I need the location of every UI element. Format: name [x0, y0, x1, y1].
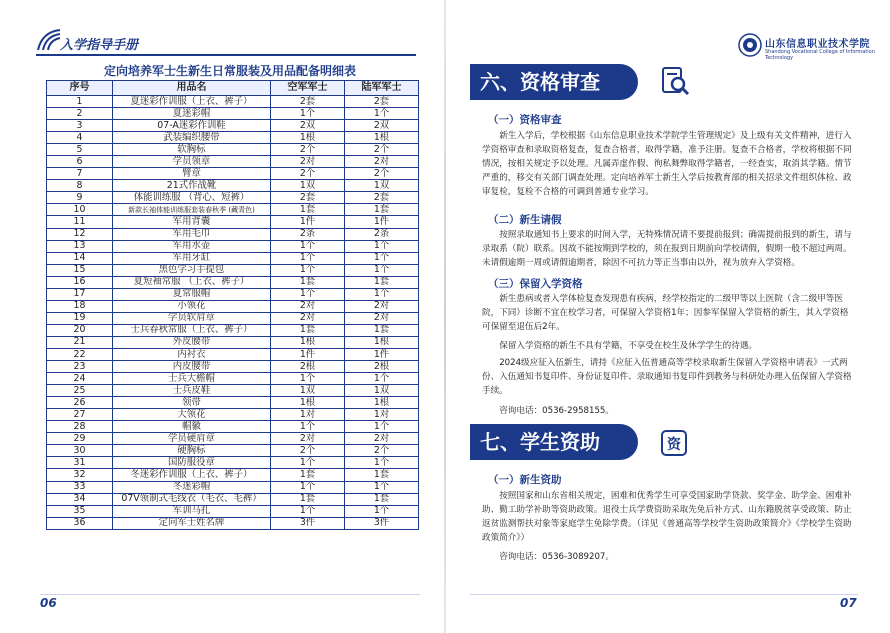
table-row: [47, 348, 419, 360]
table-row: [47, 457, 419, 469]
cell-army-qty: 1个: [345, 240, 419, 252]
cell-army-qty: 1双: [345, 385, 419, 397]
cell-army-qty: 2对: [345, 300, 419, 312]
table-row: [47, 312, 419, 324]
cell-index: 10: [47, 204, 113, 216]
cell-army-qty: 1个: [345, 288, 419, 300]
table-row: [47, 433, 419, 445]
supplies-table: [46, 80, 419, 530]
cell-airforce-qty: 1个: [271, 264, 345, 276]
cell-airforce-qty: 1个: [271, 240, 345, 252]
cell-airforce-qty: 1套: [271, 276, 345, 288]
cell-army-qty: 1个: [345, 421, 419, 433]
cell-index: 28: [47, 421, 113, 433]
cell-index: 33: [47, 481, 113, 493]
table-row: [47, 204, 419, 216]
cell-index: 31: [47, 457, 113, 469]
cell-item-name: 领带: [113, 397, 271, 409]
cell-index: 1: [47, 96, 113, 108]
cell-item-name: 臂章: [113, 168, 271, 180]
footer-divider-right: [470, 594, 858, 595]
cell-army-qty: 1套: [345, 324, 419, 336]
cell-item-name: 新款长袖体能训练服套装春秋季 (藏青色): [113, 204, 271, 216]
cell-item-name: 学员领章: [113, 156, 271, 168]
table-row: [47, 517, 419, 529]
cell-index: 36: [47, 517, 113, 529]
cell-index: 15: [47, 264, 113, 276]
handbook-title: 入学指导手册: [60, 38, 139, 53]
cell-index: 7: [47, 168, 113, 180]
cell-item-name: 士兵春秋常服（上衣、裤子）: [113, 324, 271, 336]
cell-item-name: 定向军士姓名牌: [113, 517, 271, 529]
cell-index: 26: [47, 397, 113, 409]
cell-index: 13: [47, 240, 113, 252]
table-row: [47, 216, 419, 228]
cell-army-qty: 1套: [345, 493, 419, 505]
table-row: [47, 276, 419, 288]
cell-item-name: 军用背囊: [113, 216, 271, 228]
table-row: [47, 180, 419, 192]
table-row: [47, 373, 419, 385]
cell-item-name: 07-A迷彩作训鞋: [113, 120, 271, 132]
cell-airforce-qty: 1对: [271, 409, 345, 421]
cell-index: 12: [47, 228, 113, 240]
cell-index: 25: [47, 385, 113, 397]
school-name: 山东信息职业技术学院: [765, 39, 870, 50]
financial-aid-icon: [660, 428, 690, 458]
cell-item-name: 军用水壶: [113, 240, 271, 252]
table-row: [47, 481, 419, 493]
cell-item-name: 军训马扎: [113, 505, 271, 517]
cell-index: 18: [47, 300, 113, 312]
cell-airforce-qty: 2套: [271, 192, 345, 204]
cell-item-name: 士兵大檐帽: [113, 373, 271, 385]
cell-airforce-qty: 1个: [271, 108, 345, 120]
cell-army-qty: 1件: [345, 216, 419, 228]
cell-airforce-qty: 1根: [271, 336, 345, 348]
cell-airforce-qty: 1双: [271, 385, 345, 397]
cell-army-qty: 1双: [345, 180, 419, 192]
table-row: [47, 505, 419, 517]
cell-item-name: 国防服役章: [113, 457, 271, 469]
cell-index: 2: [47, 108, 113, 120]
cell-army-qty: 1件: [345, 348, 419, 360]
cell-army-qty: 2条: [345, 228, 419, 240]
cell-item-name: 黑色学习手提包: [113, 264, 271, 276]
cell-airforce-qty: 1件: [271, 348, 345, 360]
cell-army-qty: 1根: [345, 397, 419, 409]
cell-index: 19: [47, 312, 113, 324]
table-row: [47, 469, 419, 481]
cell-airforce-qty: 1根: [271, 397, 345, 409]
cell-index: 20: [47, 324, 113, 336]
cell-airforce-qty: 2个: [271, 445, 345, 457]
para-leave: 按照录取通知书上要求的时间入学，无特殊情况请不要提前报到；确需提前报到的新生，请与录取系（院）联系。因故不能按期到学校的，须在报到日期前向学校请假，假期一般不超过两周。未请假逾期一周或请假逾期者，除因不可抗力等正当事由以外，视为放弃入学资格。: [482, 230, 852, 268]
cell-item-name: 体能训练服 （背心、短裤）: [113, 192, 271, 204]
table-row: [47, 300, 419, 312]
para-reserve-2: 保留入学资格的新生不具有学籍，不享受在校生及休学学生的待遇。: [499, 341, 758, 351]
cell-army-qty: 2对: [345, 156, 419, 168]
cell-army-qty: 1套: [345, 204, 419, 216]
cell-index: 5: [47, 144, 113, 156]
cell-index: 16: [47, 276, 113, 288]
table-row: [47, 397, 419, 409]
section-6-title: 六、资格审查: [470, 64, 638, 100]
cell-airforce-qty: 1个: [271, 288, 345, 300]
cell-item-name: 小领花: [113, 300, 271, 312]
table-row: [47, 132, 419, 144]
cell-item-name: 硬胸标: [113, 445, 271, 457]
cell-airforce-qty: 2对: [271, 312, 345, 324]
document-search-icon: [660, 66, 690, 96]
table-row: [47, 264, 419, 276]
school-name-en: Shandong Vocational College of Information Technology: [765, 49, 875, 61]
cell-item-name: 学员硬肩章: [113, 433, 271, 445]
table-row: [47, 385, 419, 397]
cell-airforce-qty: 1件: [271, 216, 345, 228]
cell-index: 32: [47, 469, 113, 481]
cell-item-name: 内皮腰带: [113, 361, 271, 373]
cell-army-qty: 2套: [345, 192, 419, 204]
cell-army-qty: 1套: [345, 469, 419, 481]
cell-item-name: 学员软肩章: [113, 312, 271, 324]
cell-airforce-qty: 1个: [271, 481, 345, 493]
footer-divider-left: [40, 594, 420, 595]
cell-army-qty: 1套: [345, 276, 419, 288]
cell-item-name: 大领花: [113, 409, 271, 421]
cell-army-qty: 1个: [345, 252, 419, 264]
financial-aid-icon-label: 资: [667, 437, 681, 453]
cell-airforce-qty: 1根: [271, 132, 345, 144]
cell-airforce-qty: 1双: [271, 180, 345, 192]
cell-airforce-qty: 2对: [271, 433, 345, 445]
cell-airforce-qty: 1个: [271, 373, 345, 385]
sub-title-leave: （二）新生请假: [488, 214, 562, 226]
cell-index: 17: [47, 288, 113, 300]
table-row: [47, 324, 419, 336]
cell-army-qty: 2对: [345, 312, 419, 324]
cell-army-qty: 2个: [345, 445, 419, 457]
cell-item-name: 冬迷彩帽: [113, 481, 271, 493]
cell-item-name: 帽徽: [113, 421, 271, 433]
table-title: 定向培养军士生新生日常服装及用品配备明细表: [103, 64, 356, 78]
table-row: [47, 96, 419, 108]
school-logo-icon: [738, 33, 762, 57]
table-row: [47, 445, 419, 457]
table-row: [47, 361, 419, 373]
cell-army-qty: 1根: [345, 336, 419, 348]
table-row: [47, 108, 419, 120]
cell-item-name: 军用毛巾: [113, 228, 271, 240]
cell-index: 21: [47, 336, 113, 348]
cell-index: 27: [47, 409, 113, 421]
cell-item-name: 夏迷彩帽: [113, 108, 271, 120]
cell-army-qty: 2个: [345, 144, 419, 156]
cell-index: 34: [47, 493, 113, 505]
para-reserve-3: 2024级应征入伍新生，请持《应征入伍普通高等学校录取新生保留入学资格申请表》一式两份、入伍通知书复印件、身份证复印件、录取通知书复印件到教务与科研处办理入伍保留入学资格手续。: [482, 358, 852, 396]
cell-airforce-qty: 2条: [271, 228, 345, 240]
para-reserve-1: 新生患病或者入学体检复查发现患有疾病，经学校指定的二级甲等以上医院（含二级甲等医院，下同）诊断不宜在校学习者，可保留入学资格1年；因参军保留入学资格的新生，其入学资格可保留至退伍后2年。: [482, 294, 849, 332]
cell-index: 23: [47, 361, 113, 373]
sub-title-aid: （一）新生资助: [488, 474, 562, 486]
cell-airforce-qty: 1个: [271, 421, 345, 433]
cell-airforce-qty: 2对: [271, 156, 345, 168]
table-row: [47, 144, 419, 156]
header-divider: [36, 54, 416, 56]
cell-airforce-qty: 1个: [271, 457, 345, 469]
cell-airforce-qty: 2对: [271, 300, 345, 312]
table-row: [47, 421, 419, 433]
cell-index: 4: [47, 132, 113, 144]
cell-army-qty: 1个: [345, 108, 419, 120]
cell-army-qty: 1个: [345, 457, 419, 469]
cell-airforce-qty: 2个: [271, 144, 345, 156]
cell-item-name: 软胸标: [113, 144, 271, 156]
cell-airforce-qty: 1套: [271, 324, 345, 336]
phone-contact-2: 咨询电话：0536-3089207。: [499, 552, 614, 562]
cell-army-qty: 1个: [345, 264, 419, 276]
table-row: [47, 120, 419, 132]
cell-airforce-qty: 1套: [271, 469, 345, 481]
book-spine: [444, 0, 446, 633]
cell-item-name: 内衬衣: [113, 348, 271, 360]
col-header-army: 陆军军士: [345, 81, 419, 96]
table-row: [47, 192, 419, 204]
table-row: [47, 409, 419, 421]
table-row: [47, 228, 419, 240]
cell-army-qty: 1个: [345, 481, 419, 493]
cell-index: 24: [47, 373, 113, 385]
cell-item-name: 武装编织腰带: [113, 132, 271, 144]
cell-army-qty: 2双: [345, 120, 419, 132]
cell-index: 14: [47, 252, 113, 264]
cell-airforce-qty: 3件: [271, 517, 345, 529]
cell-index: 6: [47, 156, 113, 168]
col-header-item: 用品名: [113, 81, 271, 96]
table-row: [47, 336, 419, 348]
cell-army-qty: 2对: [345, 433, 419, 445]
cell-airforce-qty: 2根: [271, 361, 345, 373]
para-qualification: 新生入学后，学校根据《山东信息职业技术学院学生管理规定》及上级有关文件精神，进行入学资格审查和录取资格复查，复查合格者，取得学籍，准予注册。复查不合格者，学校将根据不同情况，按相关规定予以处理。凡属弄虚作假、徇私舞弊取得学籍者，一经查实，取消其学籍。情节严重的，移交有关部门调查处理。定向培养军士新生入学后按教育部的相关招录文件组织体检、政审复检，复检不合格的可调到普通专业学习。: [482, 131, 852, 197]
cell-army-qty: 1根: [345, 132, 419, 144]
table-row: [47, 156, 419, 168]
cell-airforce-qty: 2双: [271, 120, 345, 132]
cell-item-name: 外皮腰带: [113, 336, 271, 348]
cell-index: 3: [47, 120, 113, 132]
cell-airforce-qty: 1个: [271, 252, 345, 264]
para-aid: 按照国家和山东省相关规定，困难和优秀学生可享受国家助学贷款、奖学金、助学金、困难补助、勤工助学补助等资助政策。退役士兵学费资助采取先免后补方式、山东籍脱贫享受政策、防止返贫监测帮扶对象等家庭学生免除学费。（详见《普通高等学校学生资助政策简介》《学校学生资助政策简介》）: [482, 491, 852, 543]
table-header-row: [47, 81, 419, 96]
col-header-airforce: 空军军士: [271, 81, 345, 96]
cell-item-name: 冬迷彩作训服（上衣、裤子）: [113, 469, 271, 481]
cell-army-qty: 2根: [345, 361, 419, 373]
cell-index: 22: [47, 348, 113, 360]
table-row: [47, 493, 419, 505]
cell-index: 35: [47, 505, 113, 517]
cell-index: 29: [47, 433, 113, 445]
col-header-index: 序号: [47, 81, 113, 96]
cell-army-qty: 1对: [345, 409, 419, 421]
cell-item-name: 军用牙缸: [113, 252, 271, 264]
cell-airforce-qty: 2个: [271, 168, 345, 180]
cell-index: 9: [47, 192, 113, 204]
cell-army-qty: 1个: [345, 505, 419, 517]
cell-item-name: 夏短袖常服 （上衣、裤子）: [113, 276, 271, 288]
cell-item-name: 士兵皮鞋: [113, 385, 271, 397]
sub-title-qualification: （一）资格审查: [488, 114, 562, 126]
cell-airforce-qty: 1套: [271, 204, 345, 216]
cell-airforce-qty: 1套: [271, 493, 345, 505]
cell-index: 30: [47, 445, 113, 457]
cell-army-qty: 3件: [345, 517, 419, 529]
handbook-logo-icon: [36, 28, 62, 52]
cell-army-qty: 2个: [345, 168, 419, 180]
page-number-right: 07: [840, 596, 857, 610]
cell-item-name: 夏常服帽: [113, 288, 271, 300]
cell-airforce-qty: 1个: [271, 505, 345, 517]
table-row: [47, 168, 419, 180]
table-row: [47, 288, 419, 300]
page-number-left: 06: [40, 596, 57, 610]
section-7-title: 七、学生资助: [470, 424, 638, 460]
cell-army-qty: 2套: [345, 96, 419, 108]
cell-item-name: 07V领制式毛线衣（毛衣、毛裤）: [113, 493, 271, 505]
phone-contact-1: 咨询电话：0536-2958155。: [499, 406, 614, 416]
sub-title-reserve: （三）保留入学资格: [488, 278, 583, 290]
cell-index: 8: [47, 180, 113, 192]
cell-item-name: 21式作战靴: [113, 180, 271, 192]
cell-index: 11: [47, 216, 113, 228]
cell-army-qty: 1个: [345, 373, 419, 385]
cell-airforce-qty: 2套: [271, 96, 345, 108]
cell-item-name: 夏迷彩作训服（上衣、裤子）: [113, 96, 271, 108]
table-row: [47, 252, 419, 264]
table-row: [47, 240, 419, 252]
